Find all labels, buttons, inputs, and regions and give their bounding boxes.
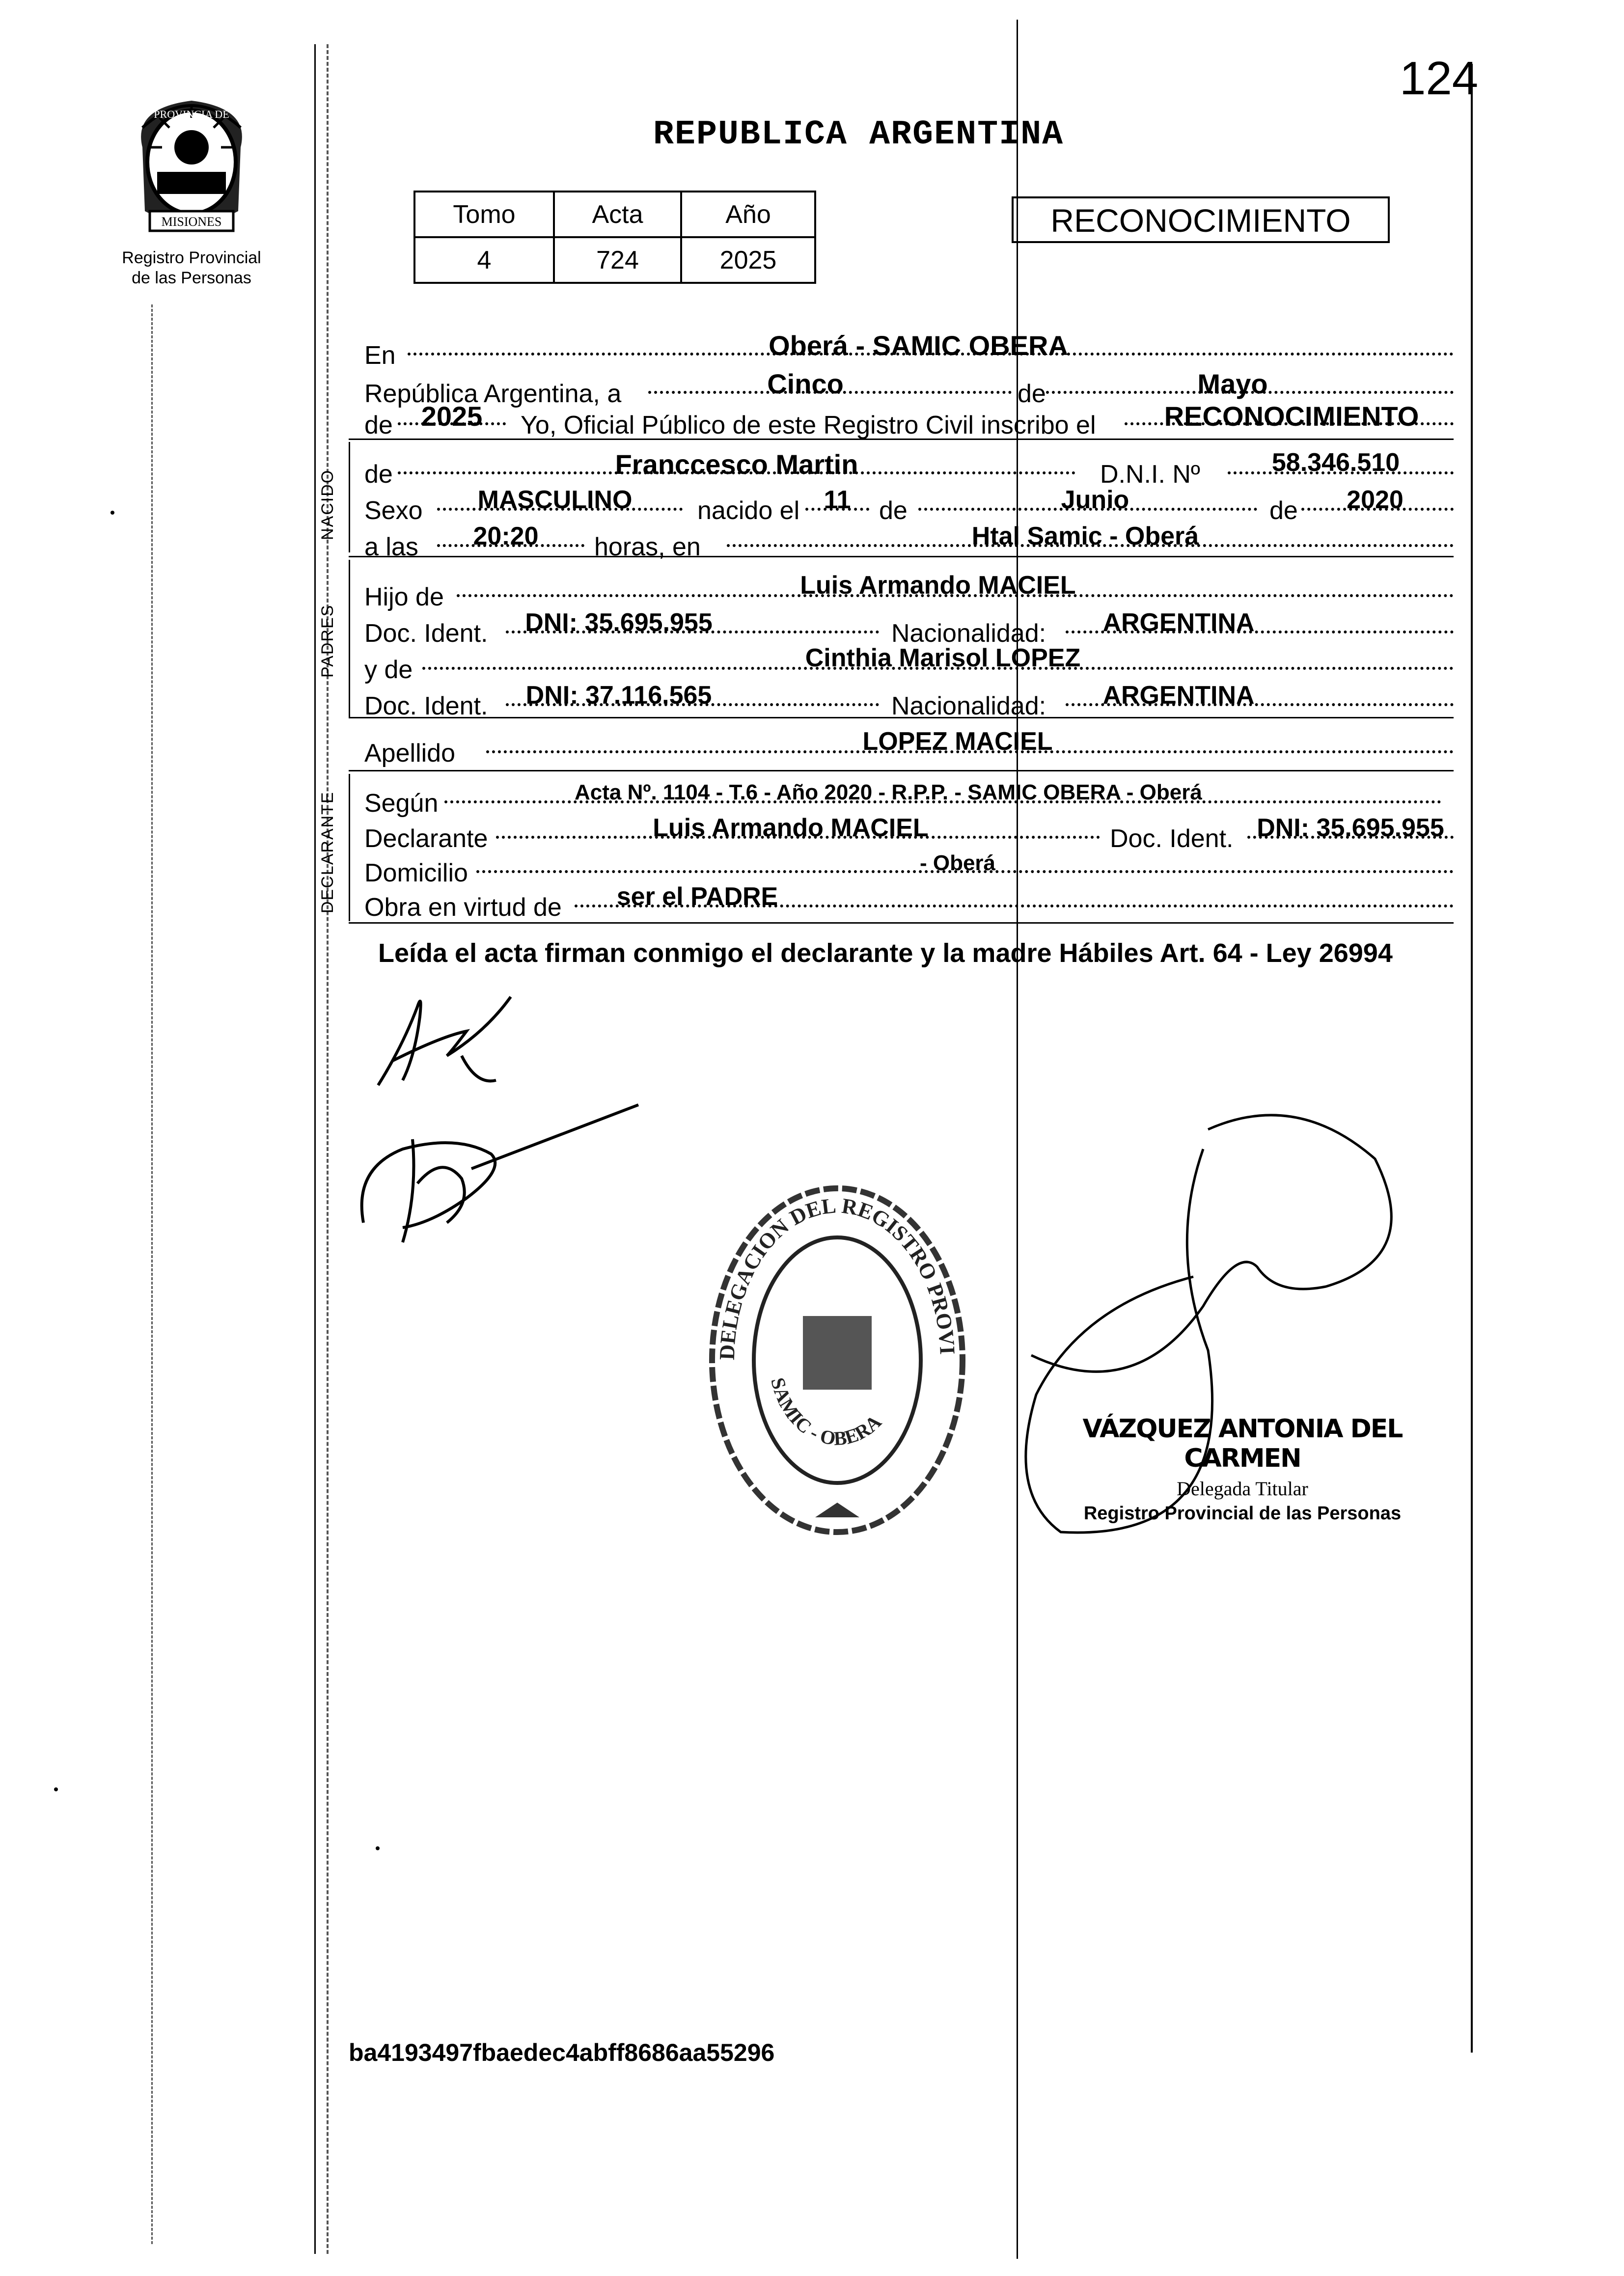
intro-month: Mayo [1197, 368, 1268, 399]
official-stamp [697, 1174, 977, 1547]
sexo-label: Sexo [364, 496, 423, 525]
padres-bracket [349, 560, 350, 717]
separator-4 [349, 770, 1454, 771]
apellido-label: Apellido [364, 739, 456, 768]
father-nat-label: Nacionalidad: [891, 619, 1046, 648]
registry-line-2: de las Personas [132, 268, 251, 287]
separator-5 [349, 922, 1454, 924]
declarante-section-label: DECLARANTE [318, 791, 337, 913]
anio-header: Año [681, 192, 815, 237]
intro-place: Oberá - SAMIC OBERA [769, 330, 1068, 361]
intro-text: Yo, Oficial Público de este Registro Civil inscribo el [521, 411, 1096, 439]
a-las-label: a las [364, 533, 418, 561]
segun-label: Según [364, 789, 439, 818]
nacido-de-label: de [364, 460, 393, 489]
obra-value: ser el PADRE [616, 882, 778, 911]
obra-label: Obra en virtud de [364, 893, 562, 922]
document-hash: ba4193497fbaedec4abff8686aa55296 [349, 2039, 775, 2066]
intro-year: 2025 [421, 401, 483, 432]
father-name: Luis Armando MACIEL [800, 571, 1076, 600]
mother-doc: DNI: 37.116.565 [525, 681, 712, 710]
registry-name [91, 248, 292, 288]
left-dashed-line [327, 44, 329, 2254]
binding-dashed-line [151, 304, 153, 2244]
nacido-section-label: NACIDO [318, 469, 337, 540]
separator-3 [349, 717, 1454, 718]
intro-year-de-label: de [364, 411, 393, 439]
birth-de-label: de [879, 496, 908, 525]
domicilio-label: Domicilio [364, 859, 468, 887]
segun-value: Acta Nº. 1104 - T.6 - Año 2020 - R.P.P. - SAMIC OBERA - Oberá [575, 780, 1202, 804]
signature-declarante [363, 987, 540, 1105]
registry-line-1: Registro Provincial [122, 248, 261, 267]
closing-text: Leída el acta firman conmigo el declarante y la madre Hábiles Art. 64 - Ley 26994 [378, 938, 1393, 968]
handwritten-signature-2 [344, 1095, 648, 1252]
mother-nationality: ARGENTINA [1102, 681, 1255, 710]
en-label: En [364, 341, 396, 370]
scan-mark-1 [110, 511, 114, 515]
page-number: 124 [1400, 52, 1479, 105]
record-table [413, 191, 816, 284]
tomo-value: 4 [414, 237, 554, 283]
provincia-misiones-seal [123, 88, 260, 241]
padres-section-label: PADRES [318, 604, 337, 678]
birth-de-label-2: de [1269, 496, 1298, 525]
svg-text:SAMIC - OBERA: SAMIC - OBERA [767, 1375, 886, 1450]
scan-mark-3 [376, 1846, 380, 1850]
intro-de-label: de [1018, 380, 1046, 408]
birth-place: Htal Samic - Oberá [971, 522, 1199, 550]
right-border-line [1471, 64, 1473, 2053]
declarante-value: Luis Armando MACIEL [653, 814, 929, 842]
birth-month: Junio [1061, 486, 1129, 514]
country-title: REPUBLICA ARGENTINA [653, 115, 1064, 154]
official-office: Registro Provincial de las Personas [1083, 1503, 1402, 1524]
father-doc: DNI: 35.695.955 [525, 608, 713, 637]
handwritten-signature-1 [363, 987, 540, 1105]
acta-value: 724 [554, 237, 681, 283]
declarante-label: Declarante [364, 824, 488, 853]
acta-header: Acta [554, 192, 681, 237]
father-doc-label: Doc. Ident. [364, 619, 488, 648]
domicilio-value: - Oberá [919, 851, 996, 875]
declarante-doc: DNI: 35.695.955 [1257, 814, 1444, 842]
father-nationality: ARGENTINA [1102, 608, 1255, 637]
birth-day: 11 [824, 486, 851, 514]
declarante-bracket [349, 774, 350, 921]
official-name: VÁZQUEZ ANTONIA DEL CARMEN [1082, 1414, 1403, 1473]
official-title: Delegada Titular [1177, 1478, 1308, 1500]
birth-year: 2020 [1347, 486, 1404, 514]
left-margin-line [314, 44, 316, 2254]
nacido-bracket [349, 442, 350, 552]
svg-text:MISIONES: MISIONES [161, 215, 222, 229]
tomo-header: Tomo [414, 192, 554, 237]
declarante-doc-label: Doc. Ident. [1110, 824, 1234, 853]
republica-label: República Argentina, a [364, 380, 622, 408]
signature-madre [344, 1095, 648, 1252]
apellido-value: LOPEZ MACIEL [862, 727, 1053, 756]
y-de-label: y de [364, 656, 413, 684]
child-sexo: MASCULINO [477, 486, 633, 514]
scan-mark-2 [54, 1787, 58, 1791]
official-block [1056, 1414, 1429, 1524]
act-type-box: RECONOCIMIENTO [1012, 196, 1390, 243]
child-dni: 58.346.510 [1271, 448, 1400, 477]
intro-act: RECONOCIMIENTO [1164, 401, 1419, 432]
child-name: Franccesco Martin [615, 449, 858, 480]
svg-text:DELEGACION DEL REGISTRO PROVIN: DELEGACION DEL REGISTRO PROVI [715, 1193, 960, 1361]
mother-name: Cinthia Marisol LOPEZ [805, 644, 1081, 672]
stamp-icon [697, 1174, 977, 1547]
anio-value: 2025 [681, 237, 815, 283]
hijo-de-label: Hijo de [364, 583, 444, 611]
separator-2 [349, 556, 1454, 557]
dni-label: D.N.I. Nº [1100, 460, 1200, 489]
mother-doc-label: Doc. Ident. [364, 692, 488, 720]
seal-icon [123, 88, 260, 241]
mother-nat-label: Nacionalidad: [891, 692, 1046, 720]
intro-day: Cinco [767, 368, 844, 399]
svg-text:PROVINCIA DE: PROVINCIA DE [154, 108, 229, 120]
horas-label: horas, en [594, 533, 701, 561]
separator-1 [349, 439, 1454, 440]
nacido-el-label: nacido el [697, 496, 800, 525]
birth-time: 20:20 [473, 522, 539, 550]
